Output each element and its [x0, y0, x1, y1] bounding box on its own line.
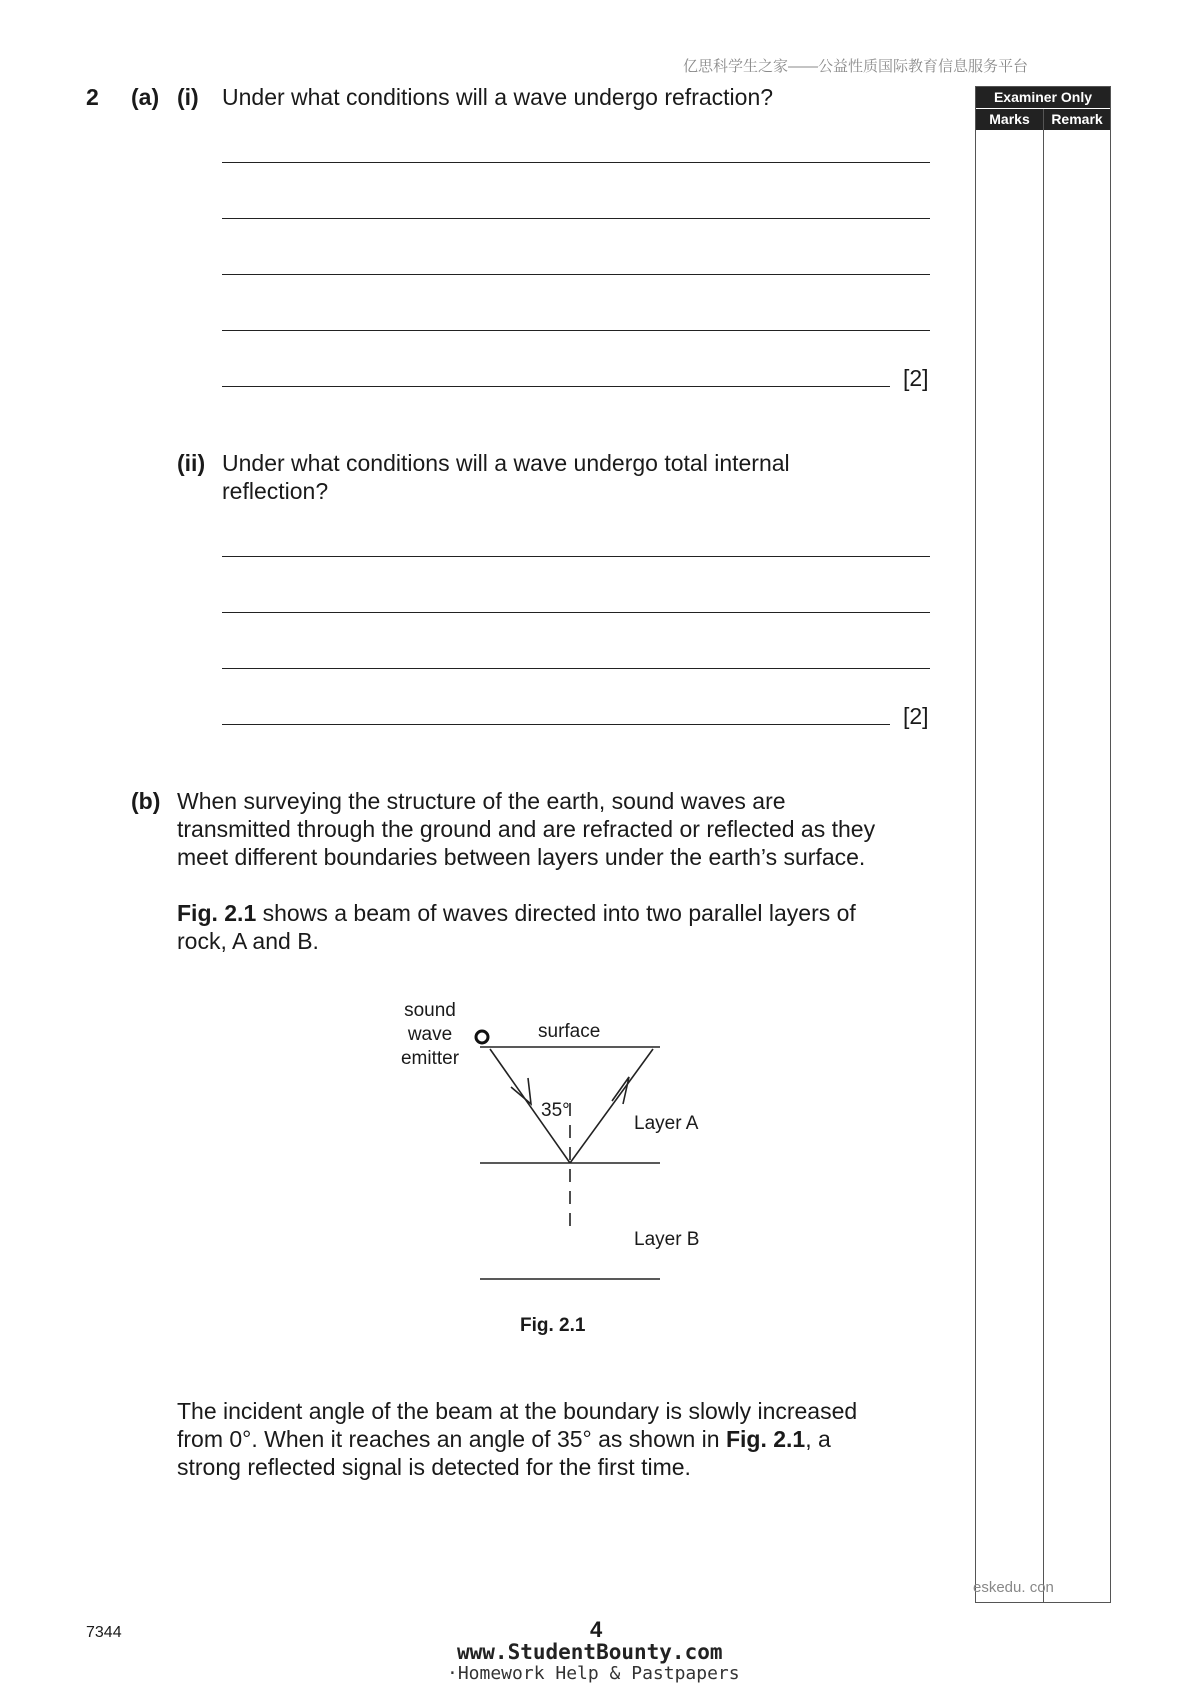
- part-b-para2-line1: [177, 899, 856, 927]
- answer-line[interactable]: [222, 668, 930, 669]
- part-b-para1-line2: transmitted through the ground and are refracted or reflected as they: [177, 816, 876, 842]
- part-b-para3-line2: [177, 1425, 831, 1453]
- part-b-para2-line2: rock, A and B.: [177, 928, 319, 954]
- question-a-ii-text-line1: Under what conditions will a wave undergo total internal: [222, 450, 790, 476]
- part-b-para3-text-b: , a: [805, 1426, 831, 1452]
- examiner-only-title: Examiner Only: [976, 87, 1110, 108]
- answer-line[interactable]: [222, 330, 930, 331]
- paper-code: 7344: [86, 1624, 122, 1641]
- question-a-i-text: Under what conditions will a wave undergo refraction?: [222, 84, 774, 110]
- part-b-para3-text-a: from 0°. When it reaches an angle of 35° as shown in: [177, 1426, 726, 1452]
- layer-a-label: Layer A: [634, 1113, 699, 1134]
- remark-column-header: Remark: [1044, 109, 1110, 130]
- answer-line[interactable]: [222, 218, 930, 219]
- answer-line[interactable]: [222, 274, 930, 275]
- eskedu-stamp: eskedu. con: [973, 1579, 1054, 1596]
- reflected-ray: [570, 1049, 653, 1163]
- layer-b-label: Layer B: [634, 1229, 700, 1250]
- figure-caption: Fig. 2.1: [520, 1315, 586, 1336]
- emitter-label-line2: wave: [407, 1024, 453, 1045]
- part-b-para3-line3: strong reflected signal is detected for the first time.: [177, 1454, 691, 1480]
- emitter-icon: [476, 1031, 488, 1043]
- page-number: 4: [590, 1617, 603, 1642]
- surface-label: surface: [538, 1021, 601, 1042]
- part-b-para2-text: shows a beam of waves directed into two parallel layers of: [256, 900, 856, 926]
- angle-label: 35°: [541, 1100, 570, 1121]
- question-number: 2: [86, 84, 99, 110]
- subpart-i-label: (i): [177, 84, 199, 110]
- answer-line[interactable]: [222, 386, 890, 387]
- marks-indicator-a-ii: [2]: [903, 703, 929, 729]
- reflected-arrow-icon: [612, 1077, 629, 1104]
- header-watermark: 亿思科学生之家——公益性质国际教育信息服务平台: [683, 58, 1029, 75]
- examiner-column-divider: [1043, 109, 1044, 1602]
- answer-line[interactable]: [222, 724, 890, 725]
- fig-reference: Fig. 2.1: [177, 900, 257, 926]
- answer-line[interactable]: [222, 556, 930, 557]
- answer-line[interactable]: [222, 162, 930, 163]
- part-b-para1-line1: When surveying the structure of the earth, sound waves are: [177, 788, 786, 814]
- marks-column-header: Marks: [976, 109, 1043, 130]
- part-b-label: (b): [131, 788, 161, 814]
- emitter-label-line1: sound: [404, 1000, 456, 1021]
- part-b-para3-line1: The incident angle of the beam at the boundary is slowly increased: [177, 1398, 858, 1424]
- fig-reference: Fig. 2.1: [725, 1426, 806, 1452]
- marks-indicator-a-i: [2]: [903, 365, 929, 391]
- examiner-only-box: [975, 86, 1111, 1603]
- subpart-ii-label: (ii): [177, 450, 206, 476]
- part-a-label: (a): [131, 84, 160, 110]
- part-b-para1-line3: meet different boundaries between layers under the earth’s surface.: [177, 844, 866, 870]
- footer-tagline: ·Homework Help & Pastpapers: [447, 1663, 740, 1684]
- footer-site[interactable]: www.StudentBounty.com: [457, 1640, 723, 1664]
- question-a-ii-text-line2: reflection?: [222, 478, 329, 504]
- answer-line[interactable]: [222, 612, 930, 613]
- emitter-label-line3: emitter: [400, 1048, 460, 1069]
